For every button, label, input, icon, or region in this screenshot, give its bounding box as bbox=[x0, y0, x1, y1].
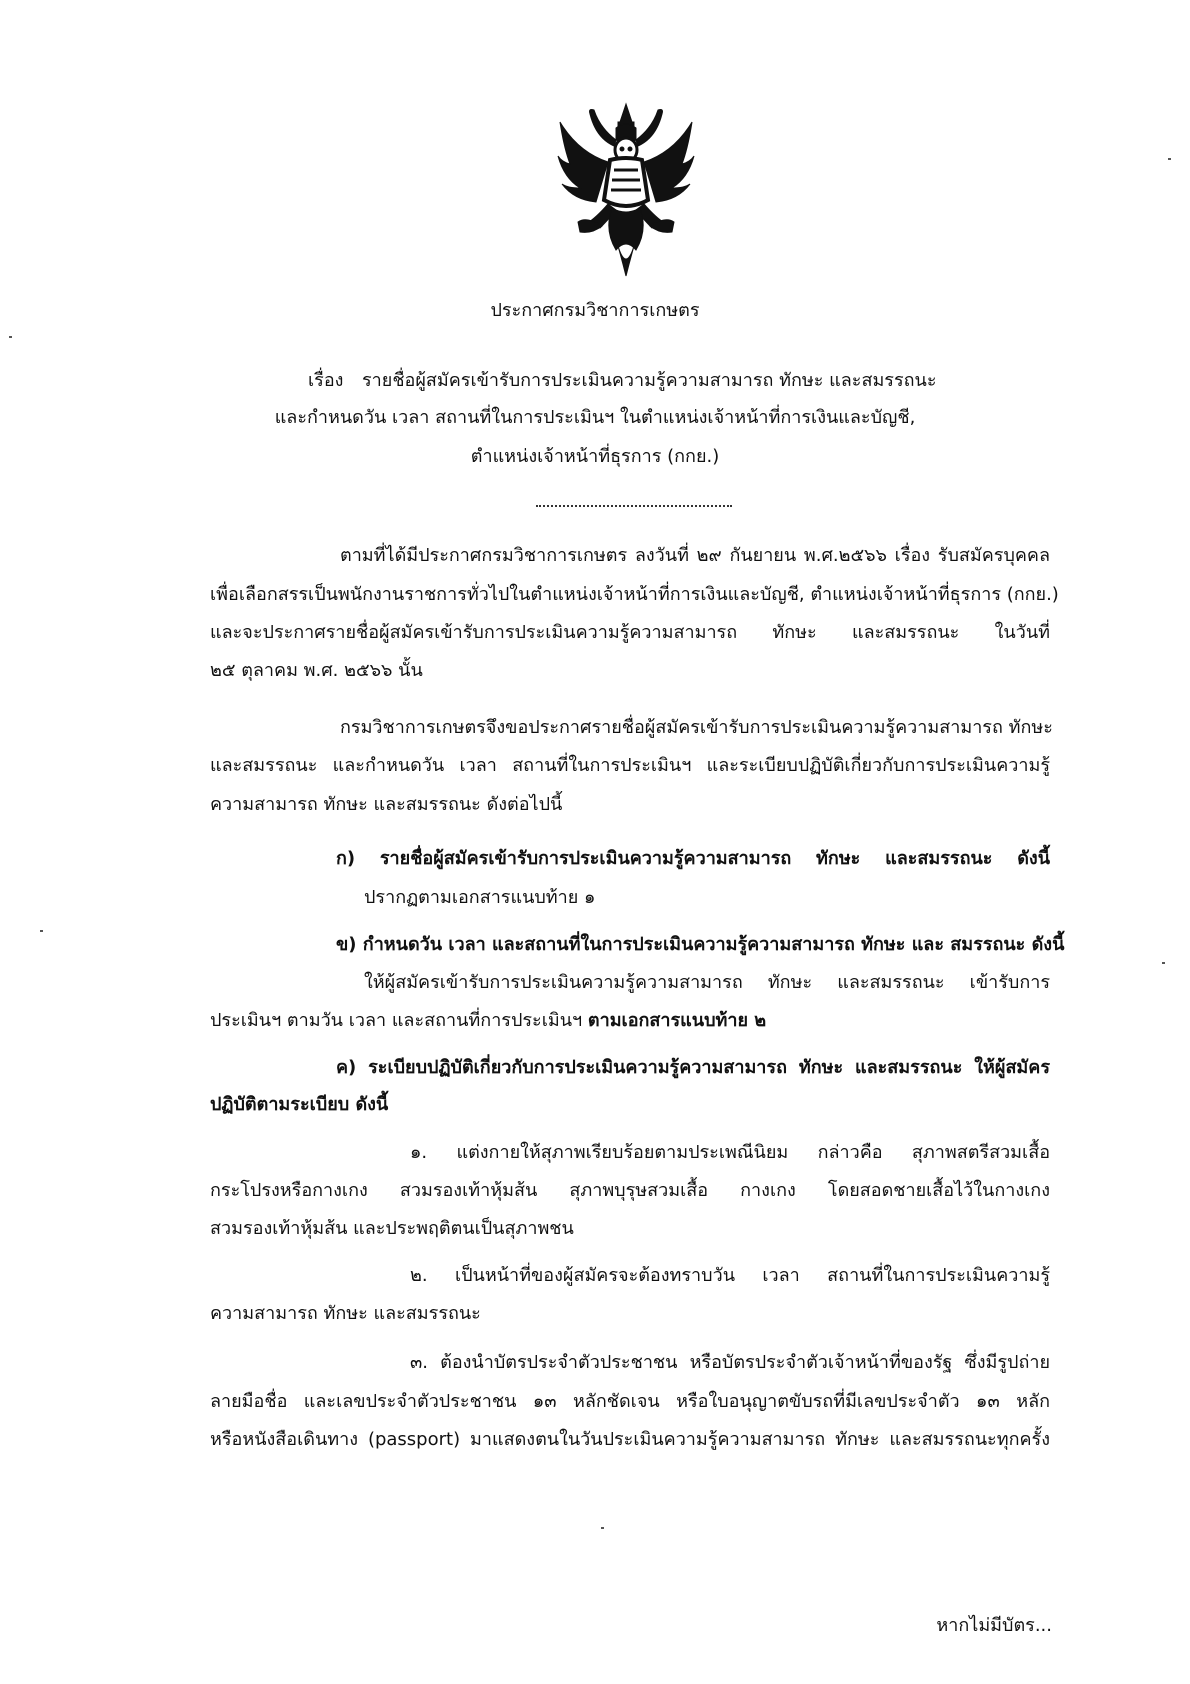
para1-line-3: และจะประกาศรายชื่อผู้สมัครเข้ารับการประเมินความรู้ความสามารถ ทักษะ และสมรรถนะ ในวันที่ bbox=[210, 622, 1050, 643]
scan-speck bbox=[1168, 158, 1171, 160]
section-a-heading: ก) รายชื่อผู้สมัครเข้ารับการประเมินความรู้ความสามารถ ทักษะ และสมรรถนะ ดังนี้ bbox=[336, 848, 1050, 869]
section-b-line-1: ให้ผู้สมัครเข้ารับการประเมินความรู้ความสามารถ ทักษะ และสมรรถนะ เข้ารับการ bbox=[364, 972, 1050, 993]
item-3-line-3: หรือหนังสือเดินทาง (passport) มาแสดงตนในวันประเมินความรู้ความสามารถ ทักษะ และสมรรถนะทุกครั้ง bbox=[210, 1429, 1050, 1450]
scan-speck bbox=[601, 1527, 604, 1529]
section-c-heading-1: ค) ระเบียบปฏิบัติเกี่ยวกับการประเมินความรู้ความสามารถ ทักษะ และสมรรถนะ ให้ผู้สมัคร bbox=[336, 1057, 1050, 1078]
para1-line-4: ๒๕ ตุลาคม พ.ศ. ๒๕๖๖ นั้น bbox=[210, 660, 423, 681]
subject-line-2: และกำหนดวัน เวลา สถานที่ในการประเมินฯ ในตำแหน่งเจ้าหน้าที่การเงินและบัญชี, bbox=[274, 407, 916, 428]
item-1-line-2: กระโปรงหรือกางเกง สวมรองเท้าหุ้มส้น สุภาพบุรุษสวมเสื้อ กางเกง โดยสอดชายเสื้อไว้ในกางเกง bbox=[210, 1180, 1050, 1201]
section-b-attachment-ref: ตามเอกสารแนบท้าย ๒ bbox=[587, 1010, 767, 1031]
scan-speck bbox=[9, 336, 12, 338]
section-c-heading-2: ปฏิบัติตามระเบียบ ดังนี้ bbox=[210, 1094, 389, 1115]
section-a-text: ปรากฏตามเอกสารแนบท้าย ๑ bbox=[364, 887, 596, 908]
scan-speck bbox=[40, 930, 43, 932]
item-2-line-1: ๒. เป็นหน้าที่ของผู้สมัครจะต้องทราบวัน เวลา สถานที่ในการประเมินความรู้ bbox=[410, 1265, 1050, 1286]
item-1-line-3: สวมรองเท้าหุ้มส้น และประพฤติตนเป็นสุภาพชน bbox=[210, 1218, 574, 1239]
item-1-line-1: ๑. แต่งกายให้สุภาพเรียบร้อยตามประเพณีนิยม กล่าวคือ สุภาพสตรีสวมเสื้อ bbox=[410, 1142, 1050, 1163]
subject-label: เรื่อง bbox=[308, 370, 344, 391]
section-b-line-2-text: ประเมินฯ ตามวัน เวลา และสถานที่การประเมินฯ bbox=[210, 1010, 588, 1031]
subject-line-1: รายชื่อผู้สมัครเข้ารับการประเมินความรู้ความสามารถ ทักษะ และสมรรถนะ bbox=[362, 370, 937, 391]
announcement-title: ประกาศกรมวิชาการเกษตร bbox=[490, 300, 700, 321]
subject-line-3: ตำแหน่งเจ้าหน้าที่ธุรการ (กกย.) bbox=[470, 446, 720, 467]
section-b-line-2 bbox=[210, 1008, 766, 1034]
item-3-line-1: ๓. ต้องนำบัตรประจำตัวประชาชน หรือบัตรประจำตัวเจ้าหน้าที่ของรัฐ ซึ่งมีรูปถ่าย bbox=[410, 1352, 1050, 1373]
scan-speck bbox=[1162, 962, 1165, 964]
item-2-line-2: ความสามารถ ทักษะ และสมรรถนะ bbox=[210, 1303, 481, 1324]
garuda-emblem-icon bbox=[556, 100, 696, 278]
para1-line-2: เพื่อเลือกสรรเป็นพนักงานราชการทั่วไปในตำแหน่งเจ้าหน้าที่การเงินและบัญชี, ตำแหน่งเจ้าหน้าที่ธุรการ (กกย.) bbox=[210, 584, 1059, 605]
para2-line-1: กรมวิชาการเกษตรจึงขอประกาศรายชื่อผู้สมัครเข้ารับการประเมินความรู้ความสามารถ ทักษะ bbox=[340, 717, 1053, 738]
para2-line-2: และสมรรถนะ และกำหนดวัน เวลา สถานที่ในการประเมินฯ และระเบียบปฏิบัติเกี่ยวกับการประเมินความรู้ bbox=[210, 755, 1050, 776]
separator-dotted-line bbox=[536, 505, 732, 507]
para2-line-3: ความสามารถ ทักษะ และสมรรถนะ ดังต่อไปนี้ bbox=[210, 794, 563, 815]
section-b-heading: ข) กำหนดวัน เวลา และสถานที่ในการประเมินความรู้ความสามารถ ทักษะ และ สมรรถนะ ดังนี้ bbox=[336, 934, 1065, 955]
item-3-line-2: ลายมือชื่อ และเลขประจำตัวประชาชน ๑๓ หลักชัดเจน หรือใบอนุญาตขับรถที่มีเลขประจำตัว ๑๓ หลัก bbox=[210, 1391, 1050, 1412]
para1-line-1: ตามที่ได้มีประกาศกรมวิชาการเกษตร ลงวันที่ ๒๙ กันยายน พ.ศ.๒๕๖๖ เรื่อง รับสมัครบุคคล bbox=[340, 545, 1050, 566]
continuation-note: หากไม่มีบัตร... bbox=[936, 1615, 1052, 1636]
